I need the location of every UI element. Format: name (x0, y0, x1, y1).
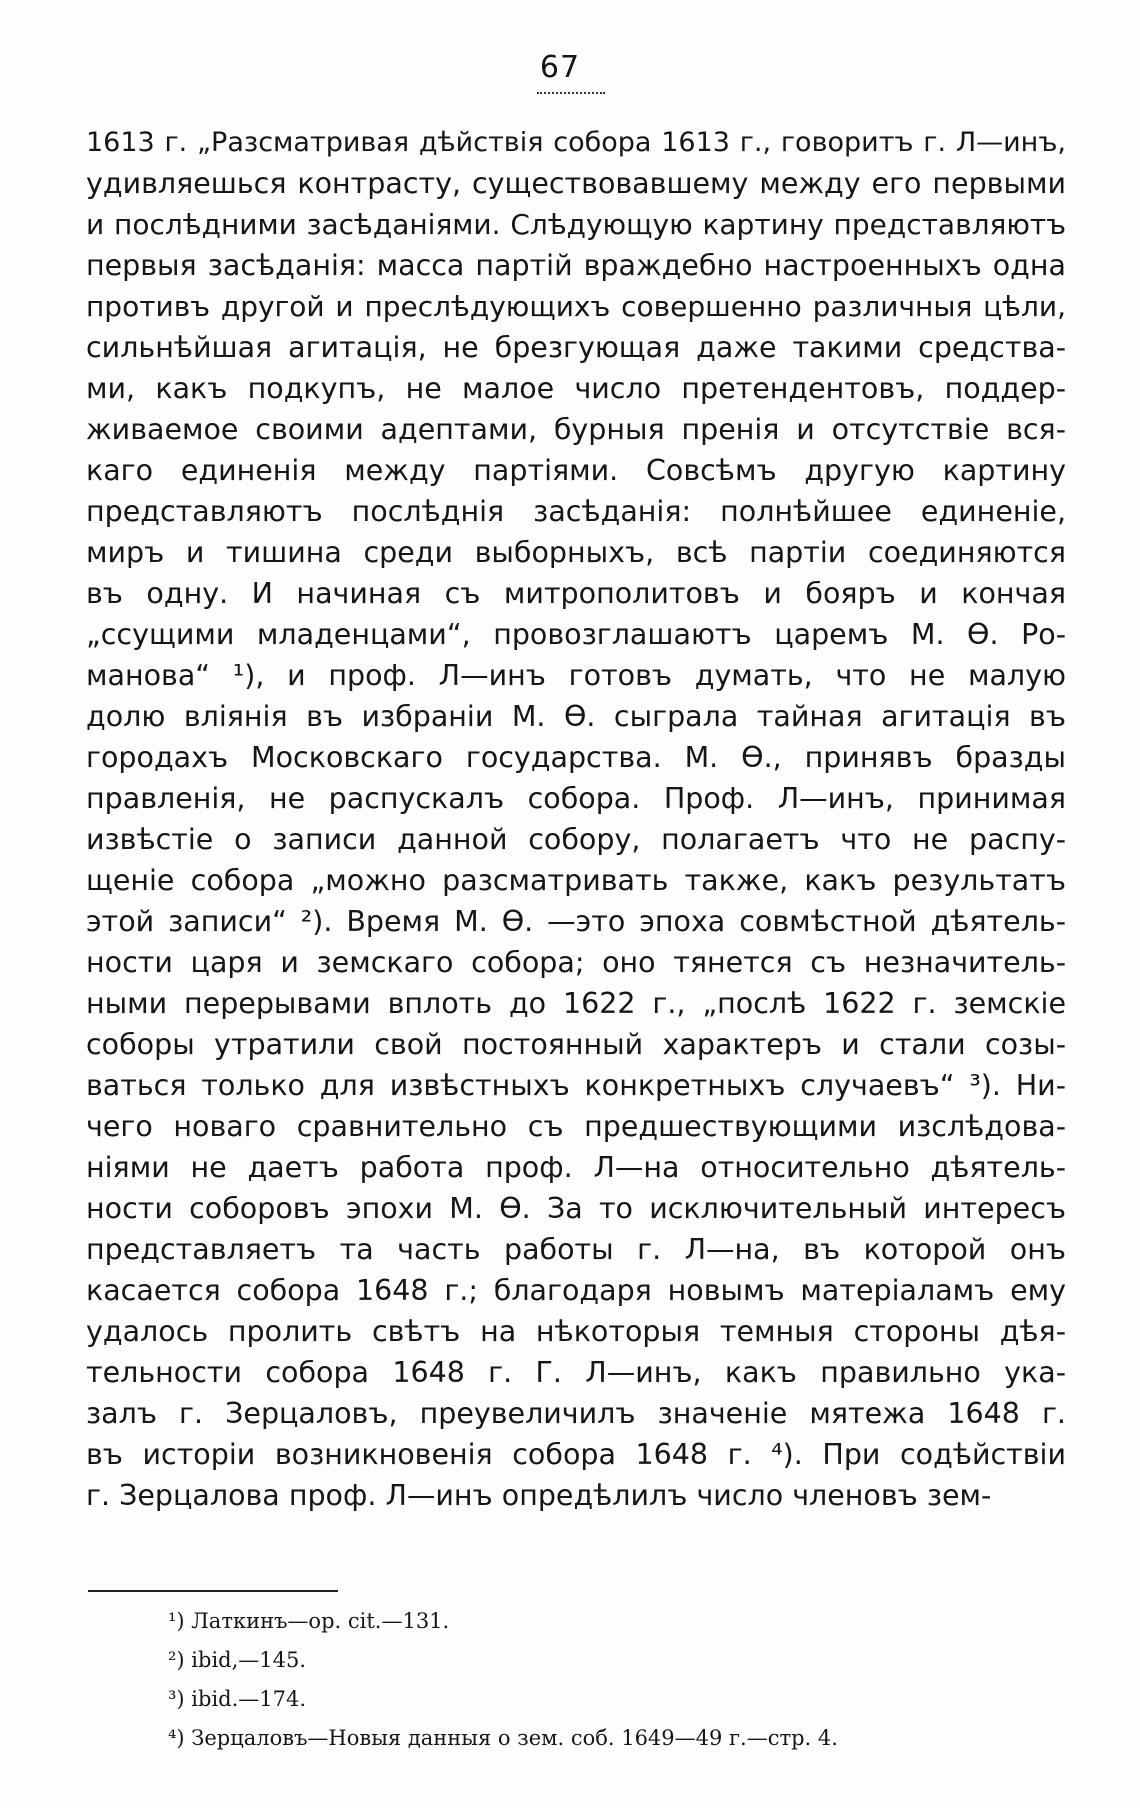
page-number-underline (537, 92, 605, 94)
body-line: первыя засѣданія: масса партій враждебно настроенныхъ одна (86, 249, 1066, 282)
page-number: 67 (539, 50, 581, 85)
body-line: „ссущими младенцами“, провозглашаютъ царемъ М. Ѳ. Ро- (86, 618, 1066, 651)
body-line: ности царя и земскаго собора; оно тянется съ незначитель- (86, 946, 1066, 979)
body-line: ваться только для извѣстныхъ конкретныхъ случаевъ“ ³). Ни- (86, 1069, 1066, 1102)
body-line: каго единенія между партіями. Совсѣмъ другую картину (86, 454, 1066, 487)
body-line: ности соборовъ эпохи М. Ѳ. За то исключительный интересъ (86, 1192, 1066, 1225)
body-line: чего новаго сравнительно съ предшествующими изслѣдова- (86, 1110, 1066, 1143)
body-line: представляютъ послѣднія засѣданія: полнѣйшее единеніе, (86, 495, 1066, 528)
body-line: 1613 г. „Разсматривая дѣйствія собора 1613 г., говоритъ г. Л—инъ, (86, 127, 1066, 158)
body-line: удалось пролить свѣтъ на нѣкоторыя темныя стороны дѣя- (86, 1315, 1066, 1348)
body-line: и послѣдними засѣданіями. Слѣдующую картину представляютъ (86, 208, 1066, 241)
body-line: тельности собора 1648 г. Г. Л—инъ, какъ правильно ука- (86, 1356, 1066, 1389)
body-line: живаемое своими адептами, бурныя пренія и отсутствіе вся- (86, 413, 1066, 446)
footnote-1: ¹) Латкинъ—op. cit.—131. (168, 1609, 450, 1633)
body-line: сильнѣйшая агитація, не брезгующая даже такими средства- (86, 331, 1066, 364)
body-line: г. Зерцалова проф. Л—инъ опредѣлилъ число членовъ зем- (86, 1479, 992, 1512)
body-line: этой записи“ ²). Время М. Ѳ. —это эпоха совмѣстной дѣятель- (86, 905, 1066, 938)
body-line: въ исторіи возникновенія собора 1648 г. ⁴). При содѣйствіи (86, 1438, 1066, 1471)
body-line: правленія, не распускалъ собора. Проф. Л—инъ, принимая (86, 782, 1066, 815)
body-line: ными перерывами вплоть до 1622 г., „послѣ 1622 г. земскіе (86, 987, 1066, 1020)
body-line: долю вліянія въ избраніи М. Ѳ. сыграла тайная агитація въ (86, 700, 1066, 733)
body-line: представляетъ та часть работы г. Л—на, въ которой онъ (86, 1233, 1066, 1266)
body-line: городахъ Московскаго государства. М. Ѳ., принявъ бразды (86, 741, 1066, 774)
body-line: въ одну. И начиная съ митрополитовъ и бояръ и кончая (86, 577, 1066, 610)
footnote-4: ⁴) Зерцаловъ—Новыя данныя о зем. соб. 1649—49 г.—стр. 4. (168, 1726, 838, 1750)
body-line: залъ г. Зерцаловъ, преувеличилъ значеніе мятежа 1648 г. (86, 1397, 1066, 1430)
footnote-separator (88, 1590, 338, 1592)
body-line: ніями не даетъ работа проф. Л—на относительно дѣятель- (86, 1151, 1066, 1184)
body-line: соборы утратили свой постоянный характеръ и стали созы- (86, 1028, 1066, 1061)
body-line: щеніе собора „можно разсматривать также, какъ результатъ (86, 864, 1066, 897)
body-line: противъ другой и преслѣдующихъ совершенно различныя цѣли, (86, 290, 1066, 323)
footnotes (168, 1602, 1068, 1758)
body-line: ми, какъ подкупъ, не малое число претендентовъ, поддер- (86, 372, 1066, 405)
footnote-3: ³) ibid.—174. (168, 1687, 307, 1711)
footnote-2: ²) ibid,—145. (168, 1648, 307, 1672)
body-line: удивляешься контрасту, существовавшему между его первыми (86, 167, 1066, 200)
body-line: извѣстіе о записи данной собору, полагаетъ что не распу- (86, 823, 1066, 856)
body-line: касается собора 1648 г.; благодаря новымъ матеріаламъ ему (86, 1274, 1066, 1307)
body-line: манова“ ¹), и проф. Л—инъ готовъ думать, что не малую (86, 659, 1066, 692)
body-text (86, 122, 1066, 1516)
body-line: миръ и тишина среди выборныхъ, всѣ партіи соединяются (86, 536, 1066, 569)
